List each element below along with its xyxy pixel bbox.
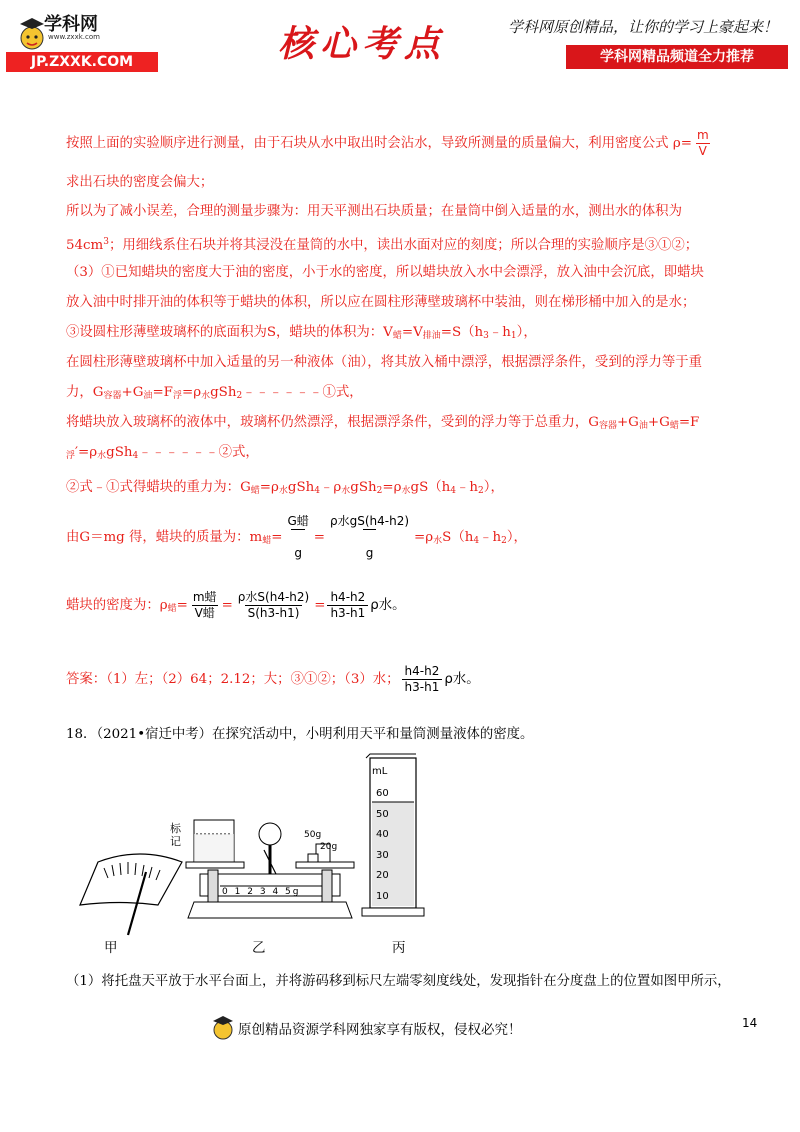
- solution-line: $54cm^3$；用细线系住石块并将其浸没在量筒的水中，读出水面对应的刻度；所以合理的实验顺序是③①②；: [66, 237, 699, 253]
- mark-label: 标记: [170, 822, 181, 848]
- balance-yi: [186, 820, 354, 918]
- figure-balance-apparatus: [70, 750, 490, 955]
- question-18-part-1: （1）将托盘天平放于水平台面上，并将游码移到标尺左端零刻度线处，发现指针在分度盘上的位置如图甲所示，: [66, 974, 731, 989]
- solution-line: 在圆柱形薄壁玻璃杯中加入适量的另一种液体（油），将其放入桶中漂浮，根据漂浮条件，受到的浮力等于重: [66, 355, 703, 370]
- cylinder-unit: mL: [372, 766, 388, 777]
- logo-text: 学科网: [44, 14, 98, 35]
- footer-mascot-icon: [210, 1014, 236, 1042]
- solution-line: $_浮'=\rho_水gSh_4﹣﹣﹣﹣﹣﹣②$式，: [66, 445, 259, 461]
- slogan: 学科网原创精品，让你的学习上豪起来！: [508, 18, 779, 36]
- solution-line: 将蜡块放入玻璃杯的液体中，玻璃杯仍然漂浮，根据漂浮条件，受到的浮力等于总重力，$G_{容器}+G_油+G_蜡=F$: [66, 415, 700, 431]
- label-bing: 丙: [392, 940, 406, 956]
- solution-line: （3）①已知蜡块的密度大于油的密度，小于水的密度，所以蜡块放入水中会漂浮，放入油中会沉底，即蜡块: [66, 265, 704, 280]
- solution-line: ③设圆柱形薄壁玻璃杯的底面积为S，蜡块的体积为：$V_蜡=V_{排油}=S(h_3﹣h_1)$，: [66, 325, 537, 341]
- cylinder-ticks: 60 50 40 30 20 10: [376, 788, 389, 902]
- label-jia: 甲: [104, 940, 118, 956]
- solution-line: 力，$G_{容器}+G_油=F_浮=\rho_水gSh_2﹣﹣﹣﹣﹣﹣①$式，: [66, 385, 363, 401]
- solution-line: 求出石块的密度会偏大；: [66, 175, 214, 190]
- logo-url-banner: JP.ZXXK.COM: [6, 52, 158, 72]
- solution-line: 放入油中时排开油的体积等于蜡块的体积，所以应在圆柱形薄壁玻璃杯中装油，则在梯形桶中加入的是水；: [66, 295, 696, 310]
- solution-line: 由G＝mg 得，蜡块的质量为：$m_蜡=$ $\frac{\text{G蜡}}{g}$ = $\frac{\text{ρ水gS(h4-h2)}}{g}$ $=\rho_水S(h_4﹣h_2)$，: [66, 514, 527, 560]
- label-yi: 乙: [252, 940, 266, 956]
- weight-20g: 20g: [320, 842, 338, 852]
- dial-scale-jia: [80, 854, 182, 935]
- question-18-stem: 18．（2021•宿迁中考）在探究活动中，小明利用天平和量筒测量液体的密度。: [66, 727, 534, 742]
- answer-line: 答案：（1）左；（2）64；2.12；大；③①②；（3）水； $\frac{h4-h2}{h3-h1}$ ρ水。: [66, 664, 480, 694]
- logo-url-small: www.zxxk.com: [48, 33, 100, 41]
- copyright-footer: 原创精品资源学科网独家享有版权，侵权必究！: [238, 1022, 522, 1038]
- solution-line: 所以为了减小误差，合理的测量步骤为：用天平测出石块质量；在量筒中倒入适量的水，测出水的体积为: [66, 204, 682, 219]
- weight-50g: 50g: [304, 830, 322, 840]
- solution-line: 按照上面的实验顺序进行测量，由于石块从水中取出时会沾水，导致所测量的质量偏大，利用密度公式 ρ= $\frac{m}{V}$: [66, 128, 709, 158]
- page-title: 核心考点: [278, 23, 447, 65]
- solution-line: 蜡块的密度为：$\rho_蜡=$ $\frac{\text{m蜡}}{\text{V蜡}}$ = $\frac{\text{ρ水S(h4-h2)}}{S(h3-h1)}$ = $\frac{h4-h2}{h3-h1}$ ρ水。: [66, 590, 406, 620]
- solution-line: ②式﹣①式得蜡块的重力为：$G_蜡=\rho_水gSh_4﹣\rho_水gSh_2=\rho_水gS(h_4﹣h_2)$，: [66, 480, 504, 496]
- promo-banner: 学科网精品频道全力推荐: [566, 45, 788, 69]
- page-number: 14: [742, 1016, 758, 1030]
- ruler-ticks: 0 1 2 3 4 5g: [222, 887, 301, 897]
